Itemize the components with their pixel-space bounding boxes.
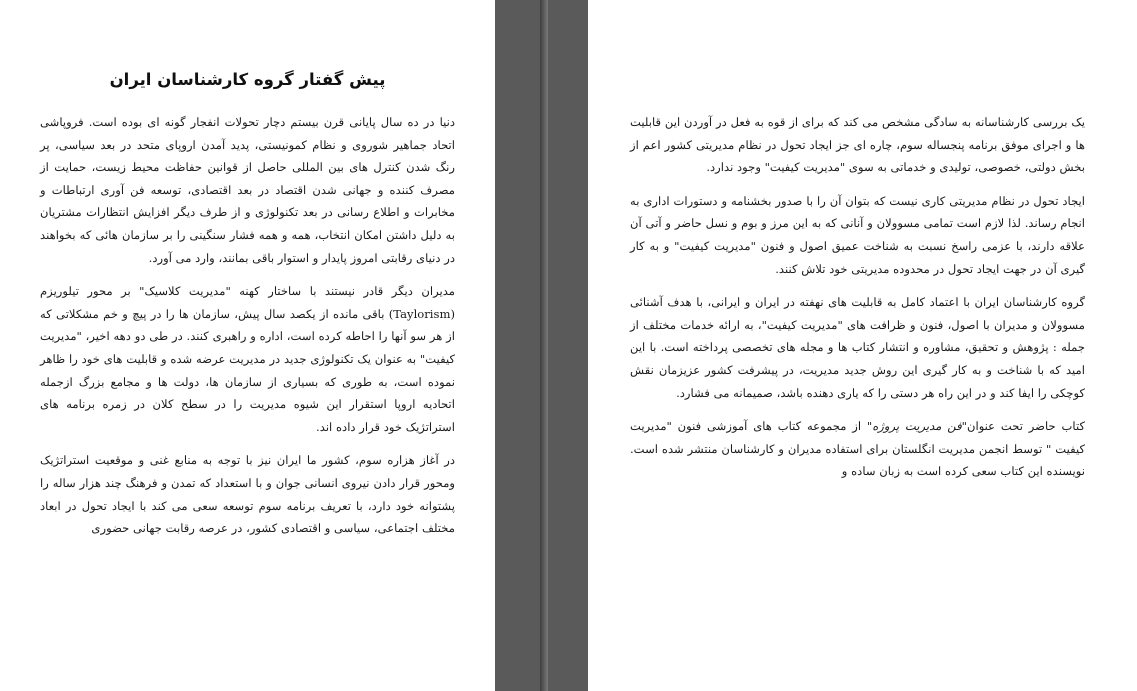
right-paragraph-4 xyxy=(630,415,1085,483)
left-paragraph-2: مدیران دیگر قادر نیستند با ساختار کهنه "مدیریت کلاسیک" بر محور تیلوریزم (Taylorism) باقی مانده از یکصد سال پیش، سازمان ها را در پیچ و خم مشکلاتی که از هر سو آنها را احاطه کرده است، اداره و راهبری کنند. در طی دو دهه اخیر، "مدیریت کیفیت" به عنوان یک تکنولوژی جدید در مدیریت عرضه شده و قابلیت های خود را ظاهر نموده است، به طوری که بسیاری از سازمان ها، دولت ها و مجامع بزرگ ازجمله اتحادیه اروپا استقرار این شیوه مدیریت را در سطح کلان در زمره برنامه های استراتژیک خود قرار داده اند. xyxy=(40,284,455,434)
left-paragraph-3: در آغاز هزاره سوم، کشور ما ایران نیز با توجه به منابع غنی و موقعیت استراتژیک ومحور قرار دادن نیروی انسانی جوان و با استعداد که تمدن و فرهنگ چند هزار ساله را پشتوانه خود دارد، با تعریف برنامه سوم توسعه سعی می کند با ایجاد تحول در ابعاد مختلف اجتماعی، سیاسی و اقتصادی کشور، در عرصه رقابت جهانی حضوری xyxy=(40,453,456,536)
right-paragraph-1: یک بررسی کارشناسانه به سادگی مشخص می کند که برای از قوه به فعل در آوردن این قابلیت ها و اجرای موفق برنامه پنجساله سوم، چاره ای جز ایجاد تحول در نظام مدیریتی کشور اعم از بخش دولتی، خصوصی، تولیدی و خدماتی به سوی "مدیریت کیفیت" وجود ندارد. xyxy=(630,115,1085,175)
left-paragraph-1: دنیا در ده سال پایانی قرن بیستم دچار تحولات انفجار گونه ای بوده است. فروپاشی اتحاد جماهیر شوروی و نظام کمونیستی، پدید آمدن اروپای متحد در بعد سیاسی، پر رنگ شدن کنترل های بین المللی حاصل از قوانین حفاظت محیط زیست، حمایت از مصرف کننده و جهانی شدن اقتصاد در بعد اقتصادی، توسعه فن آوری ارتباطات و مخابرات و اطلاع رسانی در بعد تکنولوژی و از طرف دیگر افزایش انتظارات مشتریان به دلیل داشتن امکان انتخاب، همه و همه فشار سنگینی را بر سازمان هائی که بخواهند در دنیای رقابتی امروز پایدار و استوار باقی بمانند، وارد می آورد. xyxy=(40,115,455,265)
right-paragraph-4-prefix: کتاب حاضر تحت عنوان" xyxy=(961,419,1085,434)
book-title-italic: فن مدیریت پروژه xyxy=(872,419,962,434)
right-page xyxy=(588,0,1137,691)
book-binding xyxy=(540,0,548,691)
right-paragraph-3: گروه کارشناسان ایران با اعتماد کامل به قابلیت های نهفته در ایران و ایرانی، با هدف آشنائی مسوولان و مدیران با اصول، فنون و ظرافت های "مدیریت کیفیت"، به ارائه خدمات مختلف از جمله : پژوهش و تحقیق، مشاوره و انتشار کتاب ها و مجله های تخصصی پرداخته است. با این امید که با شناخت و به کار گیری این روش جدید مدیریت، در پیشرفت کشور عزیزمان نقش کوچکی را ایفا کند و در این راه هر دستی را که یاری دهنده باشد، صمیمانه می فشارد. xyxy=(630,295,1085,400)
right-paragraph-4-suffix: " از مجموعه کتاب های آموزشی فنون "مدیریت کیفیت " توسط انجمن مدیریت انگلستان برای استفاده مدیران و کارشناسان منتشر شده است. نویسنده این کتاب سعی کرده است به زبان ساده و xyxy=(630,419,1085,479)
right-paragraph-2: ایجاد تحول در نظام مدیریتی کاری نیست که بتوان آن را با صدور بخشنامه و دستورات اداری به انجام رساند. لذا لازم است تمامی مسوولان و آنانی که به این مرز و بوم و نسل حاضر و آتی آن علاقه دارند، با عزمی راسخ نسبت به شناخت عمیق اصول و فنون "مدیریت کیفیت" و به کار گیری آن در جهت ایجاد تحول در محدوده مدیریتی خود تلاش کنند. xyxy=(630,193,1085,276)
page-title: پیش گفتار گروه کارشناسان ایران xyxy=(109,70,386,89)
left-page xyxy=(0,0,495,691)
